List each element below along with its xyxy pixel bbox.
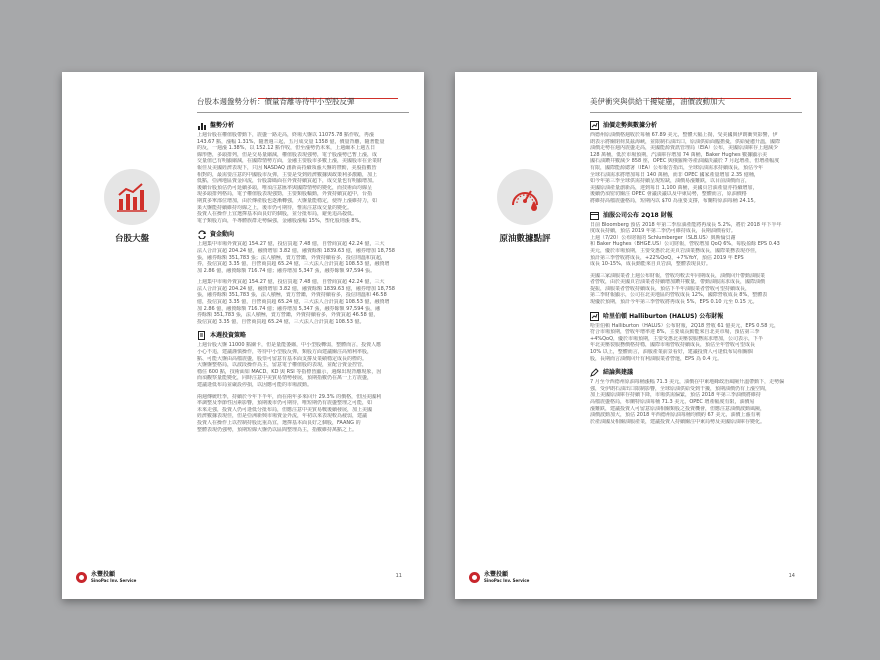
text-line: 全球石油需求將增加每日 140 萬桶，而非 OPEC 國家產量增加 2.35 億桶，	[590, 171, 759, 178]
text-line: 哈里伯頓 Halliburton（HALUS）公布財報，2Q18 營收 61 億美元，EPS 0.58 元，	[590, 322, 779, 329]
text-line: 油價走勢在週內震盪走高，美國能源資訊管理局（EIA）公布，美國原油庫存上週減少	[590, 145, 779, 152]
chart-icon	[590, 312, 599, 321]
text-line: 年北美壓裂服務價格持穩，國際市場營收持續成長，預估全年營收可望成長	[590, 342, 756, 349]
section	[590, 121, 802, 205]
text-line: 相對的，最需要注意的中國股市反彈，主要是受到經濟數據與政策利多激勵，加上	[197, 171, 378, 178]
text-line: 小心不追，建議謹慎操作，等待中小型股反彈，類股方面建議關注高殖利率股，	[197, 349, 373, 356]
text-line: 大盤盤整格局，以波段操作為主，留意電子權值股的表現，並配合資金控管，	[197, 362, 368, 369]
text-line: 張，融券餘額 351,783 張，法人積極，賣方營鑑，外資持續看多，投信則溫和 46.58	[197, 292, 387, 299]
brand-name-en: SinoPac Inv. Service	[91, 578, 137, 583]
paragraph	[590, 273, 802, 306]
page-title: 台股本週盤勢分析：價量背離等待中小型股反彈	[197, 97, 355, 106]
text-line: 加 2.86 億，融資餘額 716.74 億；融券增加 5,347 張，融券餘額 97,594 張。	[197, 267, 376, 274]
section-heading	[197, 331, 409, 340]
text-line: 交量值已有明顯縮減，在國際情勢方面，金融主要股市多數上漲，美國股市在企業財	[197, 158, 383, 165]
text-line: 億，投信買超 3.35 億，自營商買超 65.24 億，三大法人合計買超 108.53 億，融資增	[197, 299, 390, 306]
text-line: 128 萬桶，低於市場預期，汽油庫存增加 74 萬桶，Baker Hughes 數據顯示美	[590, 151, 768, 158]
text-line: 果大盤能持續維持均線之上，後市仍可期待，惟需注意成交量的變化。	[197, 204, 353, 211]
text-line: 後續仍須密切關注 OPEC 會議決議以及中東局勢，整體而言，原油價格	[590, 191, 747, 198]
paragraph	[590, 323, 802, 363]
section	[197, 230, 409, 325]
section-heading	[590, 312, 802, 321]
oil-gauge-icon	[497, 169, 553, 225]
brand-name: 永豐投顧	[91, 571, 116, 578]
section	[197, 331, 409, 433]
text-line: 後續台股預估仍可延續多頭，唯須注意匯率與國際情勢的變化，而技術面均線呈	[197, 184, 373, 191]
text-line: 美國三家油服業者上週公布財報，營收均較去年同期成長，油價回升帶動油服業	[590, 272, 766, 279]
paragraph	[590, 222, 802, 268]
text-line: 法人合計買超 204.24 億，融資增加 3.82 億，融資餘額 1839.63 億，融券增加 18,758	[197, 285, 395, 292]
text-line: 報佳及美國經濟表現下，只因 NASDAQ 創新高持續領漲大盤的帶動，美股指數皆	[197, 164, 377, 171]
bar-chart-icon	[197, 121, 206, 130]
brand-name-en: SinoPac Inv. Service	[484, 578, 530, 583]
text-line: 建議逢低布局並嚴設停損，以因應可能的市場波動。	[197, 382, 313, 388]
text-line: 張，融券餘額 351,783 張；法人積極，賣方營鑑，外資持續看多，投信則溫和買超，	[197, 254, 386, 261]
text-line: 符合市場預期，營收年增率達 8%，主要成長動能來自北美市場，預估第三季	[590, 329, 760, 336]
section-heading-text: 結論與建議	[603, 369, 634, 377]
footer-brand	[76, 571, 136, 583]
text-line: 高檔震盪格局，布蘭特原油每桶 71.3 美元，OPEC 增產幅度有限，油價易	[590, 399, 755, 405]
section-heading-text: 油服公司公布 2Q18 財報	[603, 211, 673, 219]
text-line: 預計第三季營收將成長，+22%QoQ，+7%YoY，預估 2019 年 EPS	[590, 254, 744, 261]
text-line: 的反，一週漲 1.38%，以 152.12 點作收，但至漲勢仍未來，上週爾本上週五日	[197, 145, 376, 152]
text-line: 率調整及季節性因素影響，預期後市仍可期待，唯短期仍有震盪整理之可能，如	[197, 400, 373, 407]
text-line: 美元，優於市場預期，主要受惠於北美頁岩油業務成長，國際業務表現亦佳，	[590, 247, 761, 254]
text-line: 7 月至今西德州原油每桶漲幅 71.3 美元，油價在中東地緣政治風險升溫帶動下，走勢偏	[590, 379, 785, 386]
section-heading-text: 油價走勢與數據分析	[603, 122, 658, 129]
text-line: 油價波動加大，預估 2018 年西德州原油每桶均價約 67 美元，油價上漲有利	[590, 412, 761, 419]
brand-logo-icon	[76, 572, 87, 583]
text-line: 者營收，由於美國頁岩油業者持續增加鑽井數量，帶動油服需求成長，國際油價	[590, 279, 766, 286]
page-number: 14	[788, 573, 795, 579]
section	[590, 312, 802, 363]
bar-chart-icon	[104, 169, 160, 225]
text-line: 低點，亞洲地區資金回流，台股籌碼面在外資持續買超下，成交量也有明顯增加。	[197, 178, 378, 185]
text-line: 期貨多單部位增加，由於傳產股也逐漸轉強，大盤量能穩定，使得上漲維持力，如	[197, 197, 378, 204]
page-number: 11	[395, 573, 402, 579]
chart-icon	[590, 121, 599, 130]
text-line: 點、可能大盤由高檔震盪，股票可留意有基本面支撐及業績穩定成長的標的。	[197, 355, 368, 362]
text-line: 10% 以上，整體而言，油服產業前景看好，建議投資人可逢低布局相關個	[590, 349, 753, 356]
paragraph	[197, 394, 409, 434]
page-title: 美伊衝突與供給干擾疑慮，油價波動加大	[590, 97, 725, 106]
text-line: 未來走強，投資人仍可逢低分批布局，但應注意中美貿易戰後續發展，加上美國	[197, 406, 373, 413]
text-line: +4%QoQ，優於市場預期，主要受惠北美壓裂服務需求增加，公司表示，下半	[590, 335, 764, 342]
text-line: 日前 Bloomberg 預估 2018 年第二季原油產能將再成長 5.2%，將於 2018 年下半年	[590, 221, 782, 228]
document-icon	[197, 331, 206, 340]
text-line: 上週台股大盤 11000 點關卡，但是量能萎縮，中小型股轉弱，整體而言，投資人應	[197, 342, 382, 349]
text-line: 股，長期而言油價回升有利油服業者營運，EPS 為 0.4 元。	[590, 355, 723, 362]
text-line: 上週集中市場外資買超 154.27 億，投信買超 7.48 億，自營商買超 42.24 億，三大	[197, 279, 385, 286]
text-line: 現多頭排列格局，電子權值股表現強勁，主要類股輪動，外資持續買超中，台指	[197, 191, 373, 198]
article-content	[590, 97, 802, 431]
section-heading	[197, 230, 409, 239]
text-line: 將維持高檔震盪格局，短期內以 $70 為重要支撐，布蘭特原油每桶 24.15。	[590, 197, 759, 204]
text-line: 第二季財報顯示，公司在北美地區的營收成長 12%，國際營收成長 8%，整體表	[590, 292, 768, 299]
text-line: 成長 10-15%，成長動能來自頁岩油，整體表現良好。	[590, 261, 711, 268]
text-line: 提振，油服業者營收持續成長，預估下半年油服業者營收可望持續成長，	[590, 285, 751, 292]
text-line: 如今年第三季全球供需持續呈現短缺，油價易漲難跌，以目前油價而言，	[590, 178, 751, 185]
section-heading	[590, 211, 802, 220]
paragraph	[590, 132, 802, 205]
text-line: 強，受伊朗石油出口限制影響，全球原油供給受到干擾，預期油價仍有上漲空間，	[590, 385, 771, 392]
text-line: 投資人在操作上以控制持股比重為宜，選擇基本面良好之個股，FAANG 的	[197, 419, 361, 426]
page-left	[62, 72, 424, 599]
paragraph	[590, 379, 802, 425]
section	[590, 211, 802, 306]
text-line: 於產油國及相關油服產業，建議投資人持續關注中東局勢及美國原油庫存變化。	[590, 418, 766, 425]
text-line: 國石油鑽井數減少 858 座，OPEC 與俄羅斯等產油國決議於 7 月起增產，但增產幅度	[590, 158, 780, 165]
text-line: 電子類股方面，半導體族群走勢偏強，金融股漲幅 15%，塑化股則漲 8%。	[197, 217, 365, 224]
text-line: 朗表示將關閉荷莫茲海峽，並限制石油出口，原油供給面臨擔憂，供給疑慮升溫，國際	[590, 138, 781, 145]
text-line: 而須觀察量能變化，同時注意中美貿易情勢發展，預期指數仍在萬一上方震盪，	[197, 375, 373, 382]
text-line: 經濟數據表現佳，但是亞洲新興市場資金外流，年初以來表現較為疲弱，建議	[197, 413, 368, 420]
text-line: 漲難跌，建議投資人可留意原油相關類股之投資機會，但應注意油價波動風險，	[590, 405, 766, 412]
section-heading-text: 本週投資策略	[210, 332, 247, 340]
text-line: 加 2.86 億，融資餘額 716.74 億；融券增加 5,347 張，融券餘額 97,594 張，融	[197, 305, 381, 312]
section-heading-text: 哈里伯頓 Halliburton (HALUS) 公布財報	[603, 312, 724, 320]
text-line: 券，投信買超 3.35 億，自營商買超 65.24 億，三大法人合計買超 108.53 億，融資增	[197, 261, 390, 268]
text-line: 線形態，多頭排列，但是交易量縮減，權值股表現強勢，電子股漲勢已暫上漲，成	[197, 151, 378, 158]
section-heading-text: 盤勢分析	[210, 122, 235, 129]
paragraph	[197, 241, 409, 274]
section-heading	[590, 121, 802, 130]
title-underline	[197, 112, 409, 113]
section	[590, 368, 802, 425]
section-heading	[590, 368, 802, 377]
text-line: 整體表現仍強勢，預期短線大盤仍以區間整理為主，指數維持萬點之上。	[197, 426, 358, 433]
text-line: 和 Baker Hughes（BHGE.US）公司財報，營收增加 QoQ 6%，每股盈餘 EPS 0.43	[590, 241, 780, 248]
brand-logo-icon	[469, 572, 480, 583]
refresh-icon	[197, 230, 206, 239]
category-label: 原油數據點評	[499, 234, 551, 244]
text-line: 現優於預期，預計今年第三季營收將再成長 5%，EPS 0.10 元至 0.15 元。	[590, 299, 758, 306]
text-line: 穩住 600 點，技術面如 MACD、KD 與 RSI 等指標皆顯示，週線出現背離現象，因	[197, 368, 382, 375]
text-line: 上週集中市場外資買超 154.27 億，投信買超 7.48 億，自營商買超 42.24 億，三大	[197, 241, 385, 248]
paragraph	[197, 279, 409, 325]
paragraph	[197, 132, 409, 224]
text-line: 法人合計買超 204.24 億，融資增加 3.82 億，融資餘額 1839.63 億，融券增加 18,758	[197, 247, 395, 254]
text-line: 有限，國際能源總署（IEA）公布報告指出，全球原油需求持續成長，預估今年	[590, 164, 764, 171]
text-line: 投資人在操作上宜選擇基本面良好的個股，並分批布局，避免追高殺低。	[197, 211, 358, 218]
category-label: 台股大盤	[114, 234, 149, 244]
paragraph	[197, 342, 409, 388]
calendar-icon	[590, 211, 599, 220]
article-content	[197, 97, 409, 439]
text-line: 度成長持續，預估 2019 年第二季仍可維持成長，長期油價看好。	[590, 228, 736, 235]
footer-brand	[469, 571, 529, 583]
text-line: 西德州原油價格週收於每桶 67.89 美元，整體大幅上揚，受美國與伊朗衝突影響，伊	[590, 132, 778, 138]
text-line: 投信買超 3.35 億，自營商買超 65.24 億，三大法人合計買超 108.53 億。	[197, 318, 365, 325]
text-line: 上週（7/20）公布財報的 Schlumberger（SLB.US）與斯倫貝謝	[590, 234, 736, 241]
text-line: 兩週傳統旺季，持續於今年下半年，而在兩年多來回升 29.3% 的價格，但因美國利	[197, 393, 382, 400]
text-line: 上週台股在權值股帶動下，震盪一路走高，終場大盤以 11075.78 點作收，再漲	[197, 132, 375, 138]
text-line: 券餘額 351,783 張，法人積極，賣方營鑑，外資持續看多，外資買超 46.58 億，	[197, 312, 379, 319]
page-right	[455, 72, 817, 599]
text-line: 美國原油產量創新高，達到每日 1,100 萬桶，美國頁岩油產量亦持續增加，	[590, 184, 758, 191]
text-line: 143.67 點，漲幅 1.31%，隨著週三起，五月成交量 1358 億，價量背離，隨著能量	[197, 138, 385, 145]
section	[197, 121, 409, 224]
section-heading	[197, 121, 409, 130]
text-line: 加上美國原油庫存持續下降，市場供需偏緊，預估 2018 年第三季油價將維持	[590, 392, 761, 399]
section-heading-text: 資金動向	[210, 231, 235, 239]
pencil-icon	[590, 368, 599, 377]
brand-name: 永豐投顧	[484, 571, 509, 578]
title-underline	[590, 112, 802, 113]
